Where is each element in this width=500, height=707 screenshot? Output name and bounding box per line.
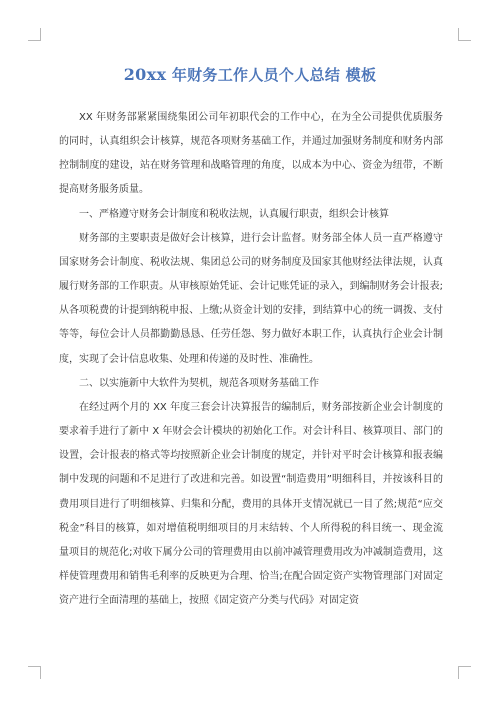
document-body <box>59 106 443 613</box>
document-title-text: 年财务工作人员个人总结 模板 <box>166 66 377 84</box>
crop-mark-top-left <box>28 28 41 41</box>
intro-paragraph: XX 年财务部紧紧围绕集团公司年初职代会的工作中心，在为全公司提供优质服务的同时，认真组织会计核算，规范各项财务基础工作，并通过加强财务制度和财务内部控制制度的建设，站在财务管理和战略管理的角度，以成本为中心、资金为纽带，不断提高财务服务质量。 <box>59 112 443 196</box>
document-title <box>0 64 500 85</box>
crop-mark-bottom-left <box>28 666 41 679</box>
crop-mark-top-right <box>458 28 471 41</box>
crop-mark-bottom-right <box>458 666 471 679</box>
document-title-prefix: 20xx <box>123 65 167 84</box>
section-1-paragraph: 财务部的主要职责是做好会计核算，进行会计监督。财务部全体人员一直严格遵守国家财务会计制度、税收法规、集团总公司的财务制度及国家其他财经法律法规，认真履行财务部的工作职责。从审核原始凭证、会计记账凭证的录入，到编制财务会计报表;从各项税费的计提到纳税申报、上缴;从资金计划的安排，到结算中心的统一调拨、支付等等，每位会计人员都勤勤恳恳、任劳任怨、努力做好本职工作，认真执行企业会计制度，实现了会计信息收集、处理和传递的及时性、准确性。 <box>59 232 443 365</box>
section-2-paragraph: 在经过两个月的 XX 年度三套会计决算报告的编制后，财务部按新企业会计制度的要求着手进行了新中 X 年财会会计模块的初始化工作。对会计科目、核算项目、部门的设置，会计报表的格式等均按照新企业会计制度的规定，并针对平时会计核算和报表编制中发现的问题和不足进行了改进和完善。如设置“制造费用”明细科目，并按该科目的费用项目进行了明细核算、归集和分配，费用的具体开支情况就已一目了然;规范“应交税金”科目的核算，如对增值税明细项目的月末结转、个人所得税的科目统一、现金流量项目的规范化;对收下属分公司的管理费用由以前冲减管理费用改为冲减制造费用，这样使管理费用和销售毛利率的反映更为合理、恰当;在配合固定资产实物管理部门对固定资产进行全面清理的基础上，按照《固定资产分类与代码》对固定资 <box>59 401 443 607</box>
section-heading-2: 二、以实施新中大软件为契机，规范各项财务基础工作 <box>79 377 319 389</box>
section-heading-1: 一、严格遵守财务会计制度和税收法规，认真履行职责，组织会计核算 <box>79 208 389 220</box>
